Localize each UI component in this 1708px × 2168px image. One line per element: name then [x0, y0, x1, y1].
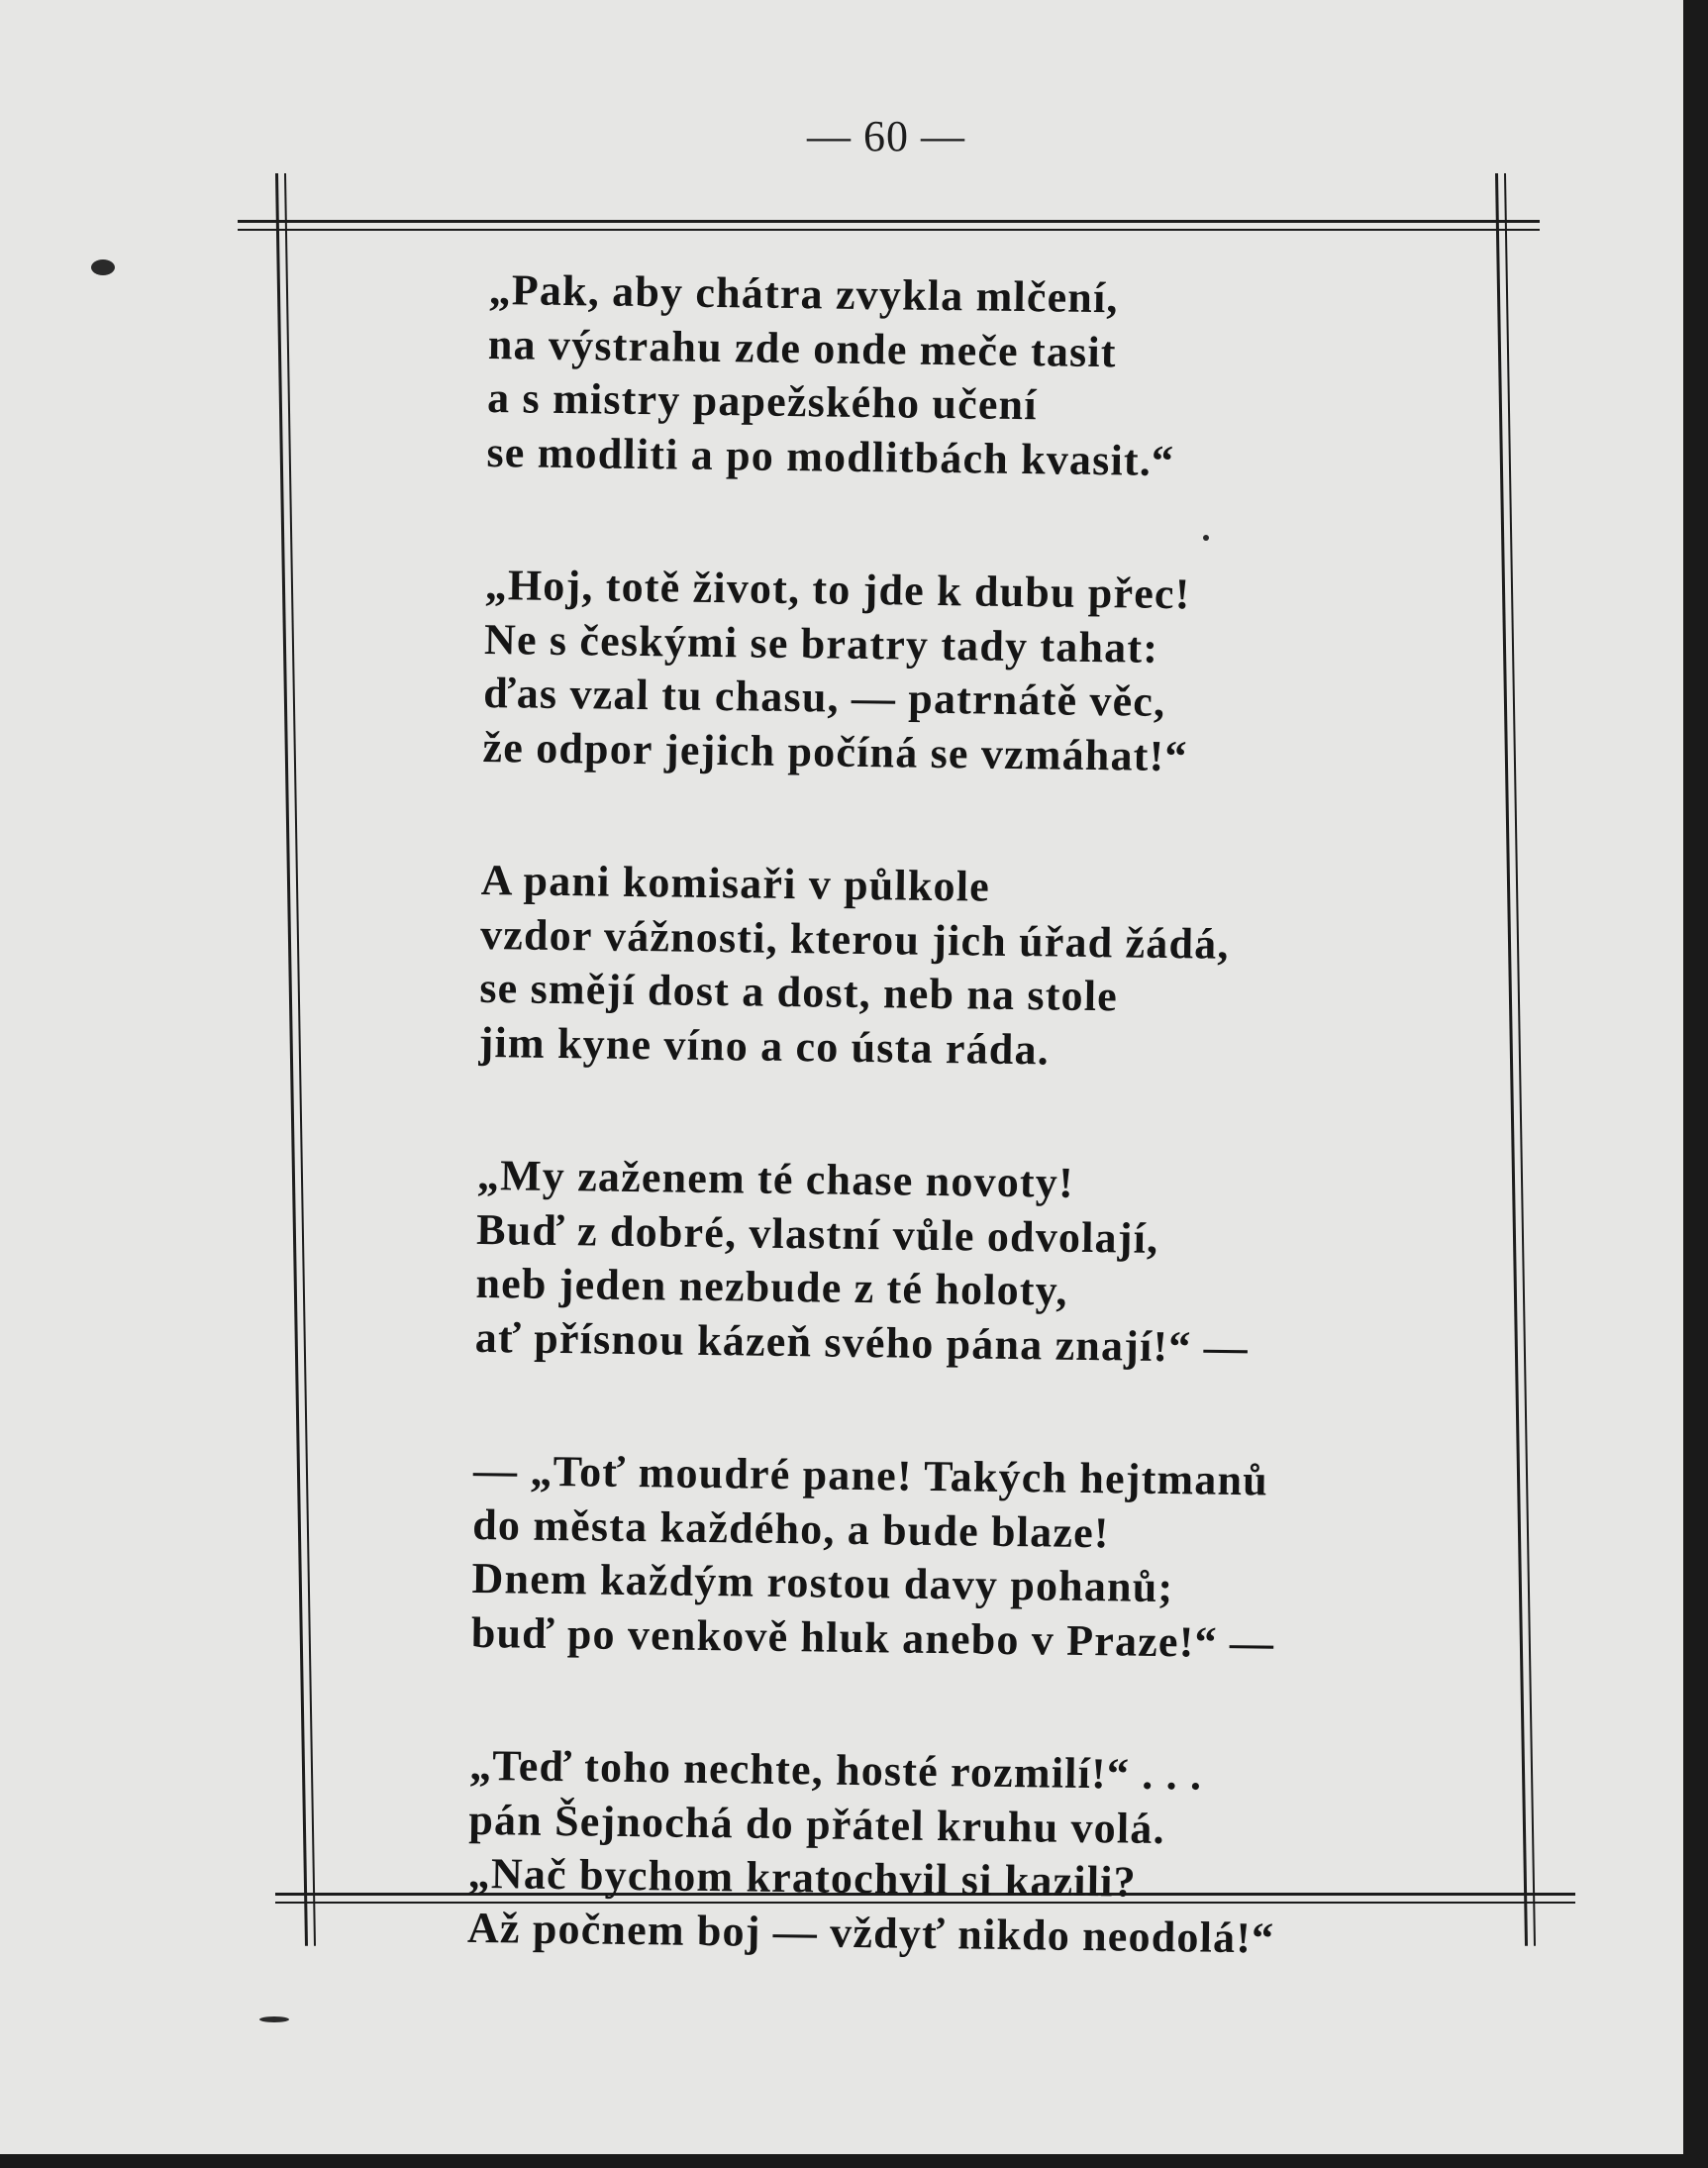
- verse-line: buď po venkově hluk anebo v Praze!“ —: [470, 1607, 1275, 1667]
- verse-line: „Pak, aby chátra zvykla mlčení,: [488, 264, 1119, 323]
- stanza: [471, 1444, 1464, 1673]
- verse-line: „Hoj, totě život, to jde k dubu přec!: [484, 560, 1191, 619]
- scan-speck: [1203, 535, 1209, 541]
- verse-line: Buď z dobré, vlastní vůle odvolají,: [475, 1204, 1159, 1263]
- verse-line: se modliti a po modlitbách kvasit.“: [486, 427, 1175, 485]
- verse-line: na výstrahu zde onde meče tasit: [487, 319, 1118, 376]
- scan-speck: [91, 259, 115, 275]
- frame-top-rule: [238, 220, 1540, 223]
- verse-line: — „Toť moudré pane! Takých hejtmanů: [472, 1445, 1269, 1505]
- verse-line: a s mistry papežského učení: [486, 372, 1039, 430]
- verse-line: „Nač bychom kratochvil si kazili?: [467, 1848, 1138, 1907]
- verse-line: Ne s českými se bratry tady tahat:: [483, 614, 1159, 672]
- verse-line: do města každého, a bude blaze!: [472, 1499, 1111, 1557]
- page-number: — 60 —: [807, 112, 965, 160]
- verse-line: jim kyne víno a co ústa ráda.: [478, 1017, 1051, 1074]
- verse-line: ďas vzal tu chasu, — patrnátě věc,: [483, 668, 1166, 726]
- verse-line: se smějí dost a dost, neb na stole: [479, 963, 1119, 1021]
- verse-line: ať přísnou kázeň svého pána znají!“ —: [474, 1312, 1250, 1372]
- verse-line: „Teď toho nechte, hosté rozmilí!“ . . .: [468, 1740, 1203, 1800]
- scan-speck: [259, 2016, 289, 2022]
- stanza: [486, 263, 1479, 492]
- verse-line: že odpor jejich počíná se vzmáhat!“: [482, 722, 1188, 780]
- frame-left-rule: [275, 173, 308, 1946]
- verse-line: vzdor vážnosti, kterou jich úřad žádá,: [479, 909, 1230, 969]
- verse-line: A pani komisaři v půlkole: [480, 855, 991, 911]
- verse-line: „My zaženem té chase novoty!: [476, 1150, 1075, 1207]
- stanza: [482, 559, 1475, 787]
- stanza: [474, 1149, 1467, 1378]
- verse-line: neb jeden nezbude z té holoty,: [475, 1258, 1069, 1315]
- frame-top-rule-inner: [238, 229, 1540, 231]
- verse-line: pán Šejnochá do přátel kruhu volá.: [468, 1795, 1166, 1853]
- frame-right-rule: [1495, 173, 1528, 1946]
- stanza: [467, 1739, 1460, 1968]
- stanza: [478, 854, 1471, 1083]
- verse-line: Dnem každým rostou davy pohanů;: [471, 1553, 1174, 1612]
- verse-line: Až počnem boj — vždyť nikdo neodolá!“: [466, 1903, 1275, 1963]
- poem-text: [467, 263, 1479, 1968]
